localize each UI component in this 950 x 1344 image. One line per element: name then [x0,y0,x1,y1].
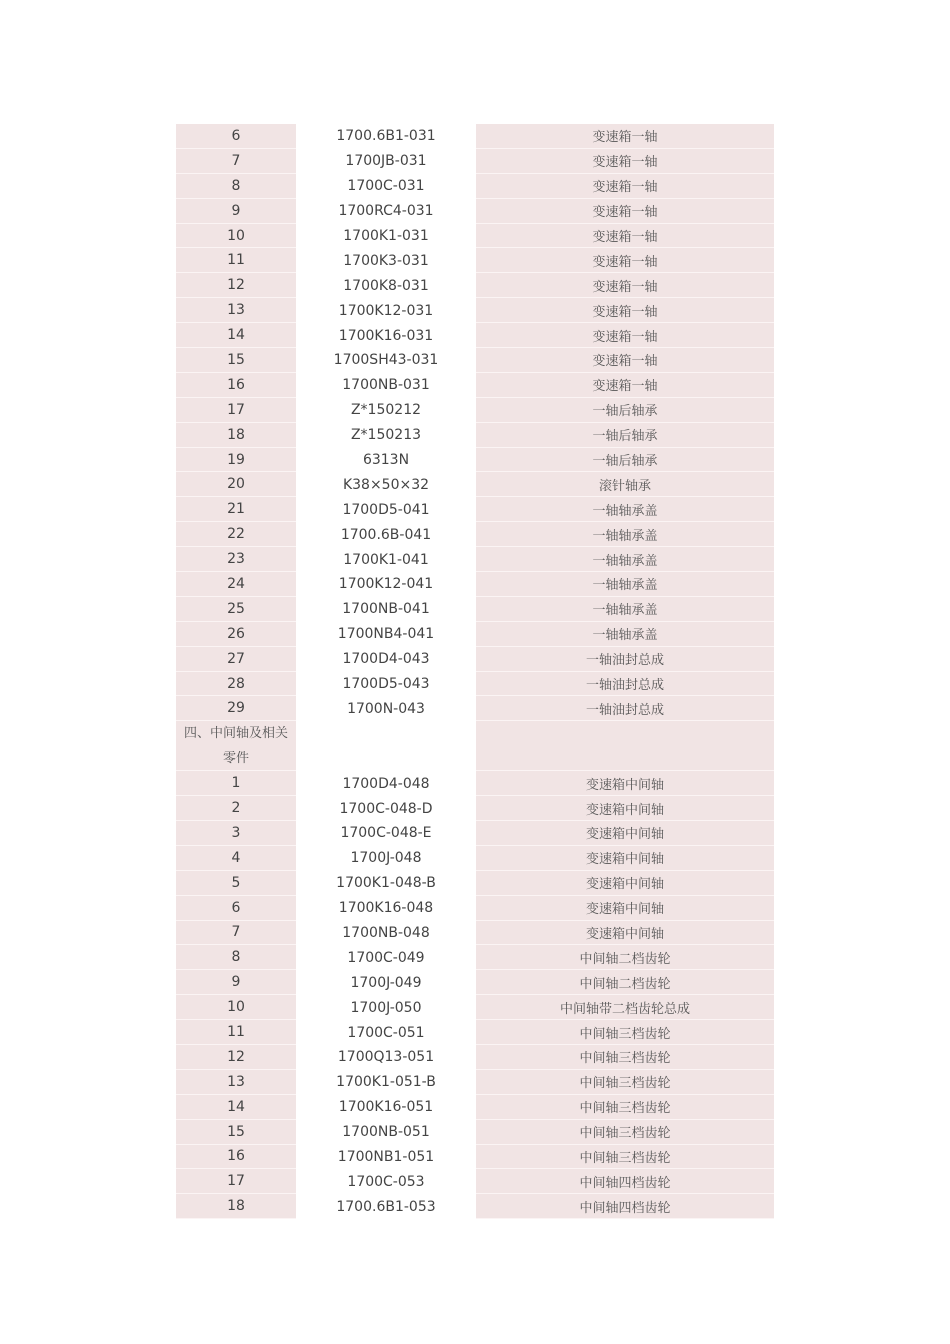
part-name: 变速箱一轴 [476,348,774,373]
part-name: 中间轴二档齿轮 [476,970,774,995]
item-number: 24 [176,572,296,597]
part-name: 一轴后轴承 [476,448,774,473]
table-row [176,273,774,298]
part-name: 变速箱一轴 [476,373,774,398]
table-row [176,1145,774,1170]
part-name: 变速箱中间轴 [476,771,774,796]
section-header-row [176,721,774,771]
part-name: 一轴后轴承 [476,423,774,448]
part-code: 1700JB-031 [296,149,476,174]
part-name: 变速箱一轴 [476,273,774,298]
table-row [176,124,774,149]
part-name: 中间轴三档齿轮 [476,1070,774,1095]
part-code: 1700C-051 [296,1020,476,1045]
part-code: 1700NB4-041 [296,622,476,647]
table-row [176,597,774,622]
table-row [176,448,774,473]
part-name: 变速箱一轴 [476,224,774,249]
part-code: 1700NB1-051 [296,1145,476,1170]
item-number: 9 [176,199,296,224]
item-number: 4 [176,846,296,871]
part-name: 一轴油封总成 [476,647,774,672]
part-code: 1700D4-043 [296,647,476,672]
item-number: 25 [176,597,296,622]
table-row [176,398,774,423]
item-number: 16 [176,373,296,398]
table-row [176,149,774,174]
part-code: 1700K8-031 [296,273,476,298]
table-row [176,224,774,249]
table-row [176,647,774,672]
part-code: 1700J-048 [296,846,476,871]
table-row [176,298,774,323]
item-number: 15 [176,1120,296,1145]
item-number: 9 [176,970,296,995]
table-row [176,970,774,995]
item-number: 10 [176,224,296,249]
part-code: 1700K12-041 [296,572,476,597]
part-code: 1700NB-041 [296,597,476,622]
part-name: 一轴油封总成 [476,696,774,721]
table-row [176,995,774,1020]
item-number: 11 [176,1020,296,1045]
part-code: 1700.6B1-031 [296,124,476,149]
part-name: 一轴轴承盖 [476,522,774,547]
item-number: 13 [176,1070,296,1095]
part-name: 中间轴三档齿轮 [476,1120,774,1145]
part-name: 变速箱中间轴 [476,846,774,871]
section-title-line1: 四、中间轴及相关 [183,725,288,741]
row-group-countershaft [176,771,774,1219]
part-name: 一轴轴承盖 [476,622,774,647]
item-number: 5 [176,871,296,896]
table-row [176,199,774,224]
part-code: 1700RC4-031 [296,199,476,224]
item-number: 15 [176,348,296,373]
part-code: 1700J-049 [296,970,476,995]
item-number: 3 [176,821,296,846]
part-name: 一轴轴承盖 [476,547,774,572]
table-row [176,572,774,597]
table-row [176,1169,774,1194]
part-code: 1700N-043 [296,696,476,721]
item-number: 29 [176,696,296,721]
table-row [176,945,774,970]
item-number: 6 [176,896,296,921]
table-row [176,323,774,348]
table-row [176,896,774,921]
item-number: 14 [176,323,296,348]
part-name: 变速箱一轴 [476,199,774,224]
table-row [176,771,774,796]
table-row [176,622,774,647]
part-code: 1700K1-041 [296,547,476,572]
item-number: 8 [176,174,296,199]
table-row [176,871,774,896]
table-row [176,921,774,946]
part-name: 变速箱一轴 [476,248,774,273]
part-code: 1700.6B1-053 [296,1194,476,1219]
item-number: 7 [176,149,296,174]
item-number: 21 [176,497,296,522]
part-name: 变速箱一轴 [476,298,774,323]
table-row [176,1120,774,1145]
part-code: 1700NB-051 [296,1120,476,1145]
part-name: 中间轴四档齿轮 [476,1194,774,1219]
part-code: 1700K12-031 [296,298,476,323]
part-name: 变速箱中间轴 [476,896,774,921]
part-code: 1700J-050 [296,995,476,1020]
table-row [176,547,774,572]
item-number: 10 [176,995,296,1020]
section-title [176,721,296,771]
part-code: 1700K1-048-B [296,871,476,896]
table-row [176,672,774,697]
part-code: 1700C-048-D [296,796,476,821]
part-code: 1700K16-031 [296,323,476,348]
part-name: 变速箱一轴 [476,323,774,348]
item-number: 12 [176,273,296,298]
part-code: 1700K1-051-B [296,1070,476,1095]
section-empty-code [296,721,476,771]
part-code: 1700C-053 [296,1169,476,1194]
part-name: 一轴轴承盖 [476,597,774,622]
part-name: 中间轴二档齿轮 [476,945,774,970]
part-name: 中间轴四档齿轮 [476,1169,774,1194]
table-row [176,174,774,199]
part-name: 一轴轴承盖 [476,572,774,597]
item-number: 20 [176,472,296,497]
table-row [176,348,774,373]
part-code: 1700D4-048 [296,771,476,796]
table-row [176,1194,774,1219]
item-number: 19 [176,448,296,473]
part-code: 1700K3-031 [296,248,476,273]
table-row [176,796,774,821]
item-number: 13 [176,298,296,323]
part-code: 1700K1-031 [296,224,476,249]
part-name: 中间轴三档齿轮 [476,1045,774,1070]
part-code: 1700K16-048 [296,896,476,921]
table-row [176,522,774,547]
item-number: 1 [176,771,296,796]
part-name: 滚针轴承 [476,472,774,497]
item-number: 18 [176,423,296,448]
table-row [176,1045,774,1070]
item-number: 8 [176,945,296,970]
item-number: 12 [176,1045,296,1070]
table-row [176,1095,774,1120]
part-code: 6313N [296,448,476,473]
part-code: 1700D5-043 [296,672,476,697]
section-empty-name [476,721,774,771]
part-code: 1700Q13-051 [296,1045,476,1070]
part-name: 中间轴三档齿轮 [476,1095,774,1120]
item-number: 26 [176,622,296,647]
item-number: 28 [176,672,296,697]
part-code: 1700.6B-041 [296,522,476,547]
table-row [176,696,774,721]
row-group-first-shaft [176,124,774,721]
part-code: 1700C-031 [296,174,476,199]
part-code: 1700SH43-031 [296,348,476,373]
table-row [176,821,774,846]
item-number: 17 [176,1169,296,1194]
part-code: 1700NB-048 [296,921,476,946]
item-number: 17 [176,398,296,423]
item-number: 16 [176,1145,296,1170]
part-name: 变速箱一轴 [476,149,774,174]
table-row [176,423,774,448]
part-code: 1700K16-051 [296,1095,476,1120]
part-name: 中间轴三档齿轮 [476,1145,774,1170]
table-row [176,373,774,398]
part-name: 中间轴带二档齿轮总成 [476,995,774,1020]
table-row [176,497,774,522]
part-code: Z*150212 [296,398,476,423]
part-code: 1700C-049 [296,945,476,970]
table-row [176,1020,774,1045]
parts-table [176,124,774,1219]
part-name: 变速箱中间轴 [476,921,774,946]
table-row [176,472,774,497]
part-name: 变速箱中间轴 [476,821,774,846]
part-name: 一轴油封总成 [476,672,774,697]
table-row [176,846,774,871]
part-code: 1700C-048-E [296,821,476,846]
item-number: 7 [176,921,296,946]
part-name: 变速箱一轴 [476,124,774,149]
part-code: Z*150213 [296,423,476,448]
part-code: 1700NB-031 [296,373,476,398]
part-code: 1700D5-041 [296,497,476,522]
part-name: 变速箱一轴 [476,174,774,199]
section-title-line2: 零件 [222,750,249,766]
part-name: 一轴后轴承 [476,398,774,423]
part-name: 变速箱中间轴 [476,871,774,896]
item-number: 23 [176,547,296,572]
part-name: 变速箱中间轴 [476,796,774,821]
item-number: 27 [176,647,296,672]
table-row [176,1070,774,1095]
item-number: 14 [176,1095,296,1120]
item-number: 2 [176,796,296,821]
part-name: 一轴轴承盖 [476,497,774,522]
part-code: K38×50×32 [296,472,476,497]
table-row [176,248,774,273]
part-name: 中间轴三档齿轮 [476,1020,774,1045]
item-number: 18 [176,1194,296,1219]
item-number: 11 [176,248,296,273]
item-number: 6 [176,124,296,149]
item-number: 22 [176,522,296,547]
